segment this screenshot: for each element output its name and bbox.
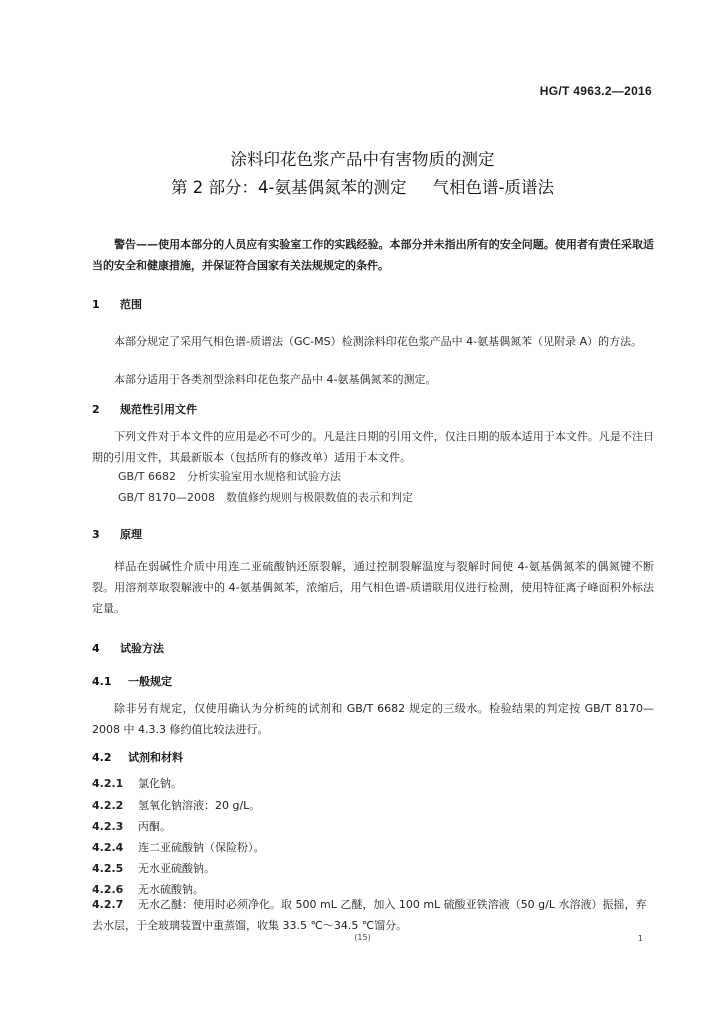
subsection-4-1-heading bbox=[92, 673, 172, 689]
section-number: 2 bbox=[92, 403, 100, 416]
reagent-item bbox=[92, 775, 182, 791]
reagent-number: 4.2.3 bbox=[92, 820, 124, 833]
section-1-paragraph-2: 本部分适用于各类剂型涂料印花色浆产品中 4-氨基偶氮苯的测定。 bbox=[114, 373, 437, 386]
document-title-line1: 涂料印花色浆产品中有害物质的测定 bbox=[230, 150, 495, 169]
normative-reference-1: GB/T 6682 分析实验室用水规格和试验方法 bbox=[118, 470, 341, 483]
reagent-item bbox=[92, 894, 654, 936]
reagent-item bbox=[92, 797, 260, 813]
section-2-paragraph-1: 下列文件对于本文件的应用是必不可少的。凡是注日期的引用文件，仅注日期的版本适用于本文件。凡是不注日期的引用文件，其最新版本（包括所有的修改单）适用于本文件。 bbox=[92, 430, 654, 464]
page-number: 1 bbox=[637, 934, 643, 943]
section-title: 原理 bbox=[120, 528, 142, 541]
section-number: 4 bbox=[92, 642, 100, 655]
footer-sequence-number: (15) bbox=[354, 933, 371, 942]
reagent-text: 无水亚硫酸钠。 bbox=[138, 862, 215, 875]
reagent-number: 4.2.4 bbox=[92, 841, 124, 854]
reagent-item bbox=[92, 860, 215, 876]
section-1-paragraph-1: 本部分规定了采用气相色谱-质谱法（GC-MS）检测涂料印花色浆产品中 4-氨基偶氮苯（见附录 A）的方法。 bbox=[114, 335, 643, 348]
section-title: 规范性引用文件 bbox=[120, 403, 197, 416]
reagent-item bbox=[92, 839, 265, 855]
section-number: 3 bbox=[92, 528, 100, 541]
section-4-heading bbox=[92, 640, 164, 656]
title-part-name: 第 2 部分：4-氨基偶氮苯的测定 bbox=[171, 178, 407, 197]
normative-reference-2: GB/T 8170—2008 数值修约规则与极限数值的表示和判定 bbox=[118, 491, 413, 504]
warning-paragraph: 警告——使用本部分的人员应有实验室工作的实践经验。本部分并未指出所有的安全问题。使用者有责任采取适当的安全和健康措施，并保证符合国家有关法规规定的条件。 bbox=[92, 238, 654, 272]
document-title-line2 bbox=[0, 174, 725, 198]
reagent-number: 4.2.6 bbox=[92, 883, 124, 896]
reagent-text: 无水硫酸钠。 bbox=[138, 883, 204, 896]
reagent-number: 4.2.7 bbox=[92, 898, 124, 911]
reagent-item bbox=[92, 818, 171, 834]
section-3-paragraph-1: 样品在弱碱性介质中用连二亚硫酸钠还原裂解，通过控制裂解温度与裂解时间使 4-氨基偶氮苯的偶氮键不断裂。用溶剂萃取裂解液中的 4-氨基偶氮苯，浓缩后，用气相色谱-质谱联用仪进行检测，使用特征离子峰面积外标法定量。 bbox=[92, 560, 654, 615]
subsection-4-1-paragraph: 除非另有规定，仅使用确认为分析纯的试剂和 GB/T 6682 规定的三级水。检验结果的判定按 GB/T 8170—2008 中 4.3.3 修约值比较法进行。 bbox=[92, 702, 654, 736]
reagent-number: 4.2.2 bbox=[92, 799, 124, 812]
section-1-heading bbox=[92, 296, 142, 312]
reagent-text: 连二亚硫酸钠（保险粉）。 bbox=[138, 841, 265, 854]
section-title: 试验方法 bbox=[120, 642, 164, 655]
reagent-text: 氢氧化钠溶液：20 g/L。 bbox=[138, 799, 261, 812]
reagent-text: 氯化钠。 bbox=[138, 777, 182, 790]
reagent-text: 无水乙醚：使用时必须净化。取 500 mL 乙醚，加入 100 mL 硫酸亚铁溶液（50 g/L 水溶液）振摇，弃去水层，于全玻璃装置中重蒸馏，收集 33.5 ℃～34.5 ℃馏分。 bbox=[92, 898, 647, 932]
title-method-name: 气相色谱-质谱法 bbox=[432, 178, 554, 197]
section-number: 1 bbox=[92, 298, 100, 311]
section-3-heading bbox=[92, 526, 142, 542]
section-title: 范围 bbox=[120, 298, 142, 311]
standard-code: HG/T 4963.2—2016 bbox=[539, 84, 652, 98]
section-2-heading bbox=[92, 401, 197, 417]
reagent-number: 4.2.1 bbox=[92, 777, 124, 790]
reagent-text: 丙酮。 bbox=[138, 820, 171, 833]
subsection-title: 试剂和材料 bbox=[128, 751, 183, 764]
subsection-4-2-heading bbox=[92, 749, 183, 765]
subsection-number: 4.2 bbox=[92, 751, 112, 764]
subsection-number: 4.1 bbox=[92, 675, 112, 688]
subsection-title: 一般规定 bbox=[128, 675, 172, 688]
reagent-number: 4.2.5 bbox=[92, 862, 124, 875]
